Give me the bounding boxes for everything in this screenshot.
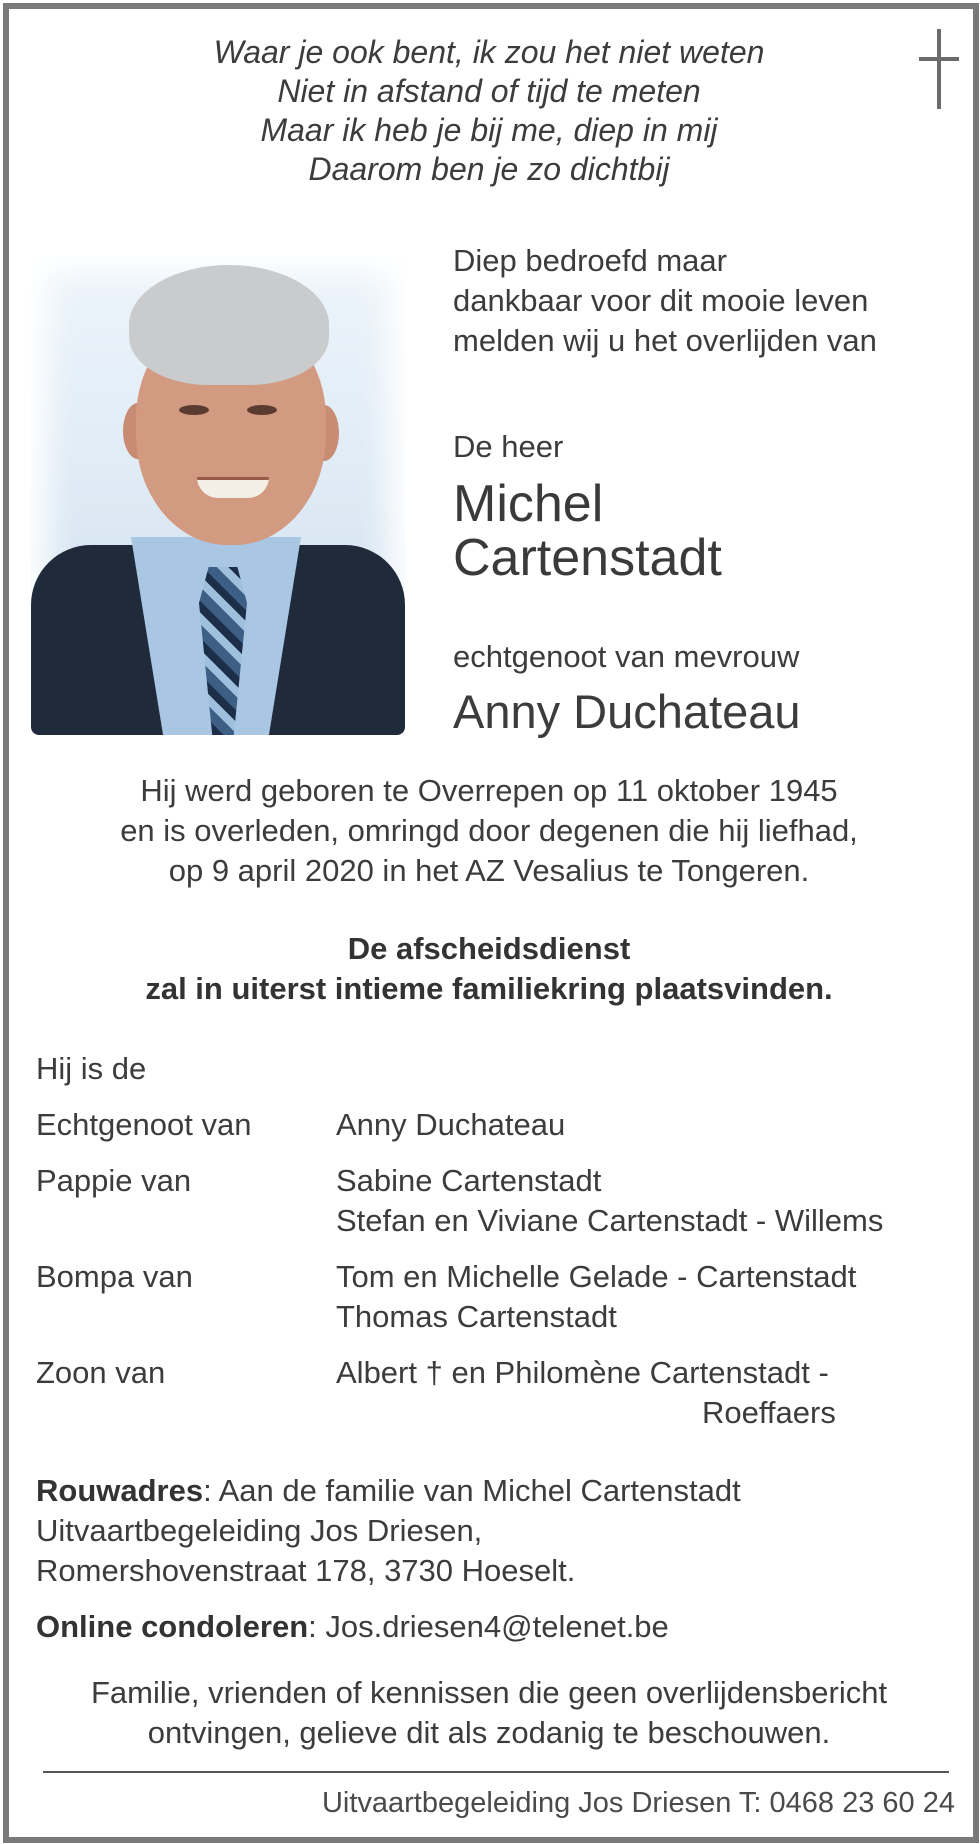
cross-icon — [915, 29, 965, 111]
announcement-intro — [453, 241, 877, 361]
relation-name: Albert † en Philomène Cartenstadt - — [336, 1355, 829, 1390]
relation-name: Roeffaers — [702, 1395, 836, 1430]
poem-line: Niet in afstand of tijd te meten — [277, 73, 701, 109]
relation-names — [336, 1353, 836, 1433]
relation-row — [36, 1257, 966, 1337]
address-line: Romershovenstraat 178, 3730 Hoeselt. — [36, 1553, 576, 1588]
portrait-photo — [31, 255, 405, 735]
relation-label: Bompa van — [36, 1259, 193, 1294]
deceased-title: De heer — [453, 429, 564, 464]
relation-row — [36, 1353, 966, 1433]
spouse-label: echtgenoot van mevrouw — [453, 639, 800, 674]
relation-label: Zoon van — [36, 1355, 166, 1390]
service-line: De afscheidsdienst — [347, 931, 631, 966]
relation-name: Tom en Michelle Gelade - Cartenstadt — [336, 1259, 857, 1294]
intro-line: Diep bedroefd maar — [453, 243, 727, 278]
online-label: Online condoleren — [36, 1609, 309, 1644]
relation-name: Stefan en Viviane Cartenstadt - Willems — [336, 1203, 884, 1238]
relation-names — [336, 1161, 883, 1241]
notice-line: Familie, vrienden of kennissen die geen overlijdensbericht — [90, 1675, 888, 1710]
birth-death-details — [9, 771, 969, 891]
footer-divider — [43, 1771, 949, 1773]
notice-line: ontvingen, gelieve dit als zodanig te beschouwen. — [147, 1715, 831, 1750]
poem-line: Waar je ook bent, ik zou het niet weten — [213, 34, 765, 70]
online-condolence — [36, 1607, 669, 1647]
intro-line: dankbaar voor dit mooie leven — [453, 283, 869, 318]
relation-label: Pappie van — [36, 1163, 192, 1198]
funeral-home-footer: Uitvaartbegeleiding Jos Driesen T: 0468 23 60 24 — [321, 1787, 955, 1819]
detail-line: op 9 april 2020 in het AZ Vesalius te Tongeren. — [168, 853, 810, 888]
closing-notice — [9, 1673, 969, 1753]
service-notice — [9, 929, 969, 1009]
address-line: : Aan de familie van Michel Cartenstadt — [203, 1473, 741, 1508]
relation-name: Sabine Cartenstadt — [336, 1163, 602, 1198]
condolence-email-link[interactable]: : Jos.driesen4@telenet.be — [308, 1609, 669, 1644]
deceased-name — [453, 477, 722, 585]
relation-row — [36, 1105, 966, 1145]
relation-name: Thomas Cartenstadt — [336, 1299, 617, 1334]
deceased-last-name: Cartenstadt — [453, 529, 722, 587]
relation-row — [36, 1161, 966, 1241]
relation-names — [336, 1257, 856, 1337]
deceased-first-name: Michel — [453, 475, 604, 533]
poem-line: Daarom ben je zo dichtbij — [308, 151, 670, 187]
poem — [9, 33, 969, 189]
relations-header: Hij is de — [36, 1051, 147, 1086]
obituary-card — [3, 3, 979, 1843]
relation-label: Echtgenoot van — [36, 1107, 252, 1142]
relation-name: Anny Duchateau — [336, 1107, 566, 1142]
address-label: Rouwadres — [36, 1473, 204, 1508]
poem-line: Maar ik heb je bij me, diep in mij — [260, 112, 718, 148]
family-relations — [36, 1049, 966, 1449]
mourning-address — [36, 1471, 741, 1591]
service-line: zal in uiterst intieme familiekring plaatsvinden. — [145, 971, 833, 1006]
spouse-name: Anny Duchateau — [453, 685, 801, 738]
relation-names — [336, 1105, 565, 1145]
address-line: Uitvaartbegeleiding Jos Driesen, — [36, 1513, 483, 1548]
intro-line: melden wij u het overlijden van — [453, 323, 877, 358]
detail-line: Hij werd geboren te Overrepen op 11 oktober 1945 — [140, 773, 838, 808]
detail-line: en is overleden, omringd door degenen die hij liefhad, — [120, 813, 858, 848]
